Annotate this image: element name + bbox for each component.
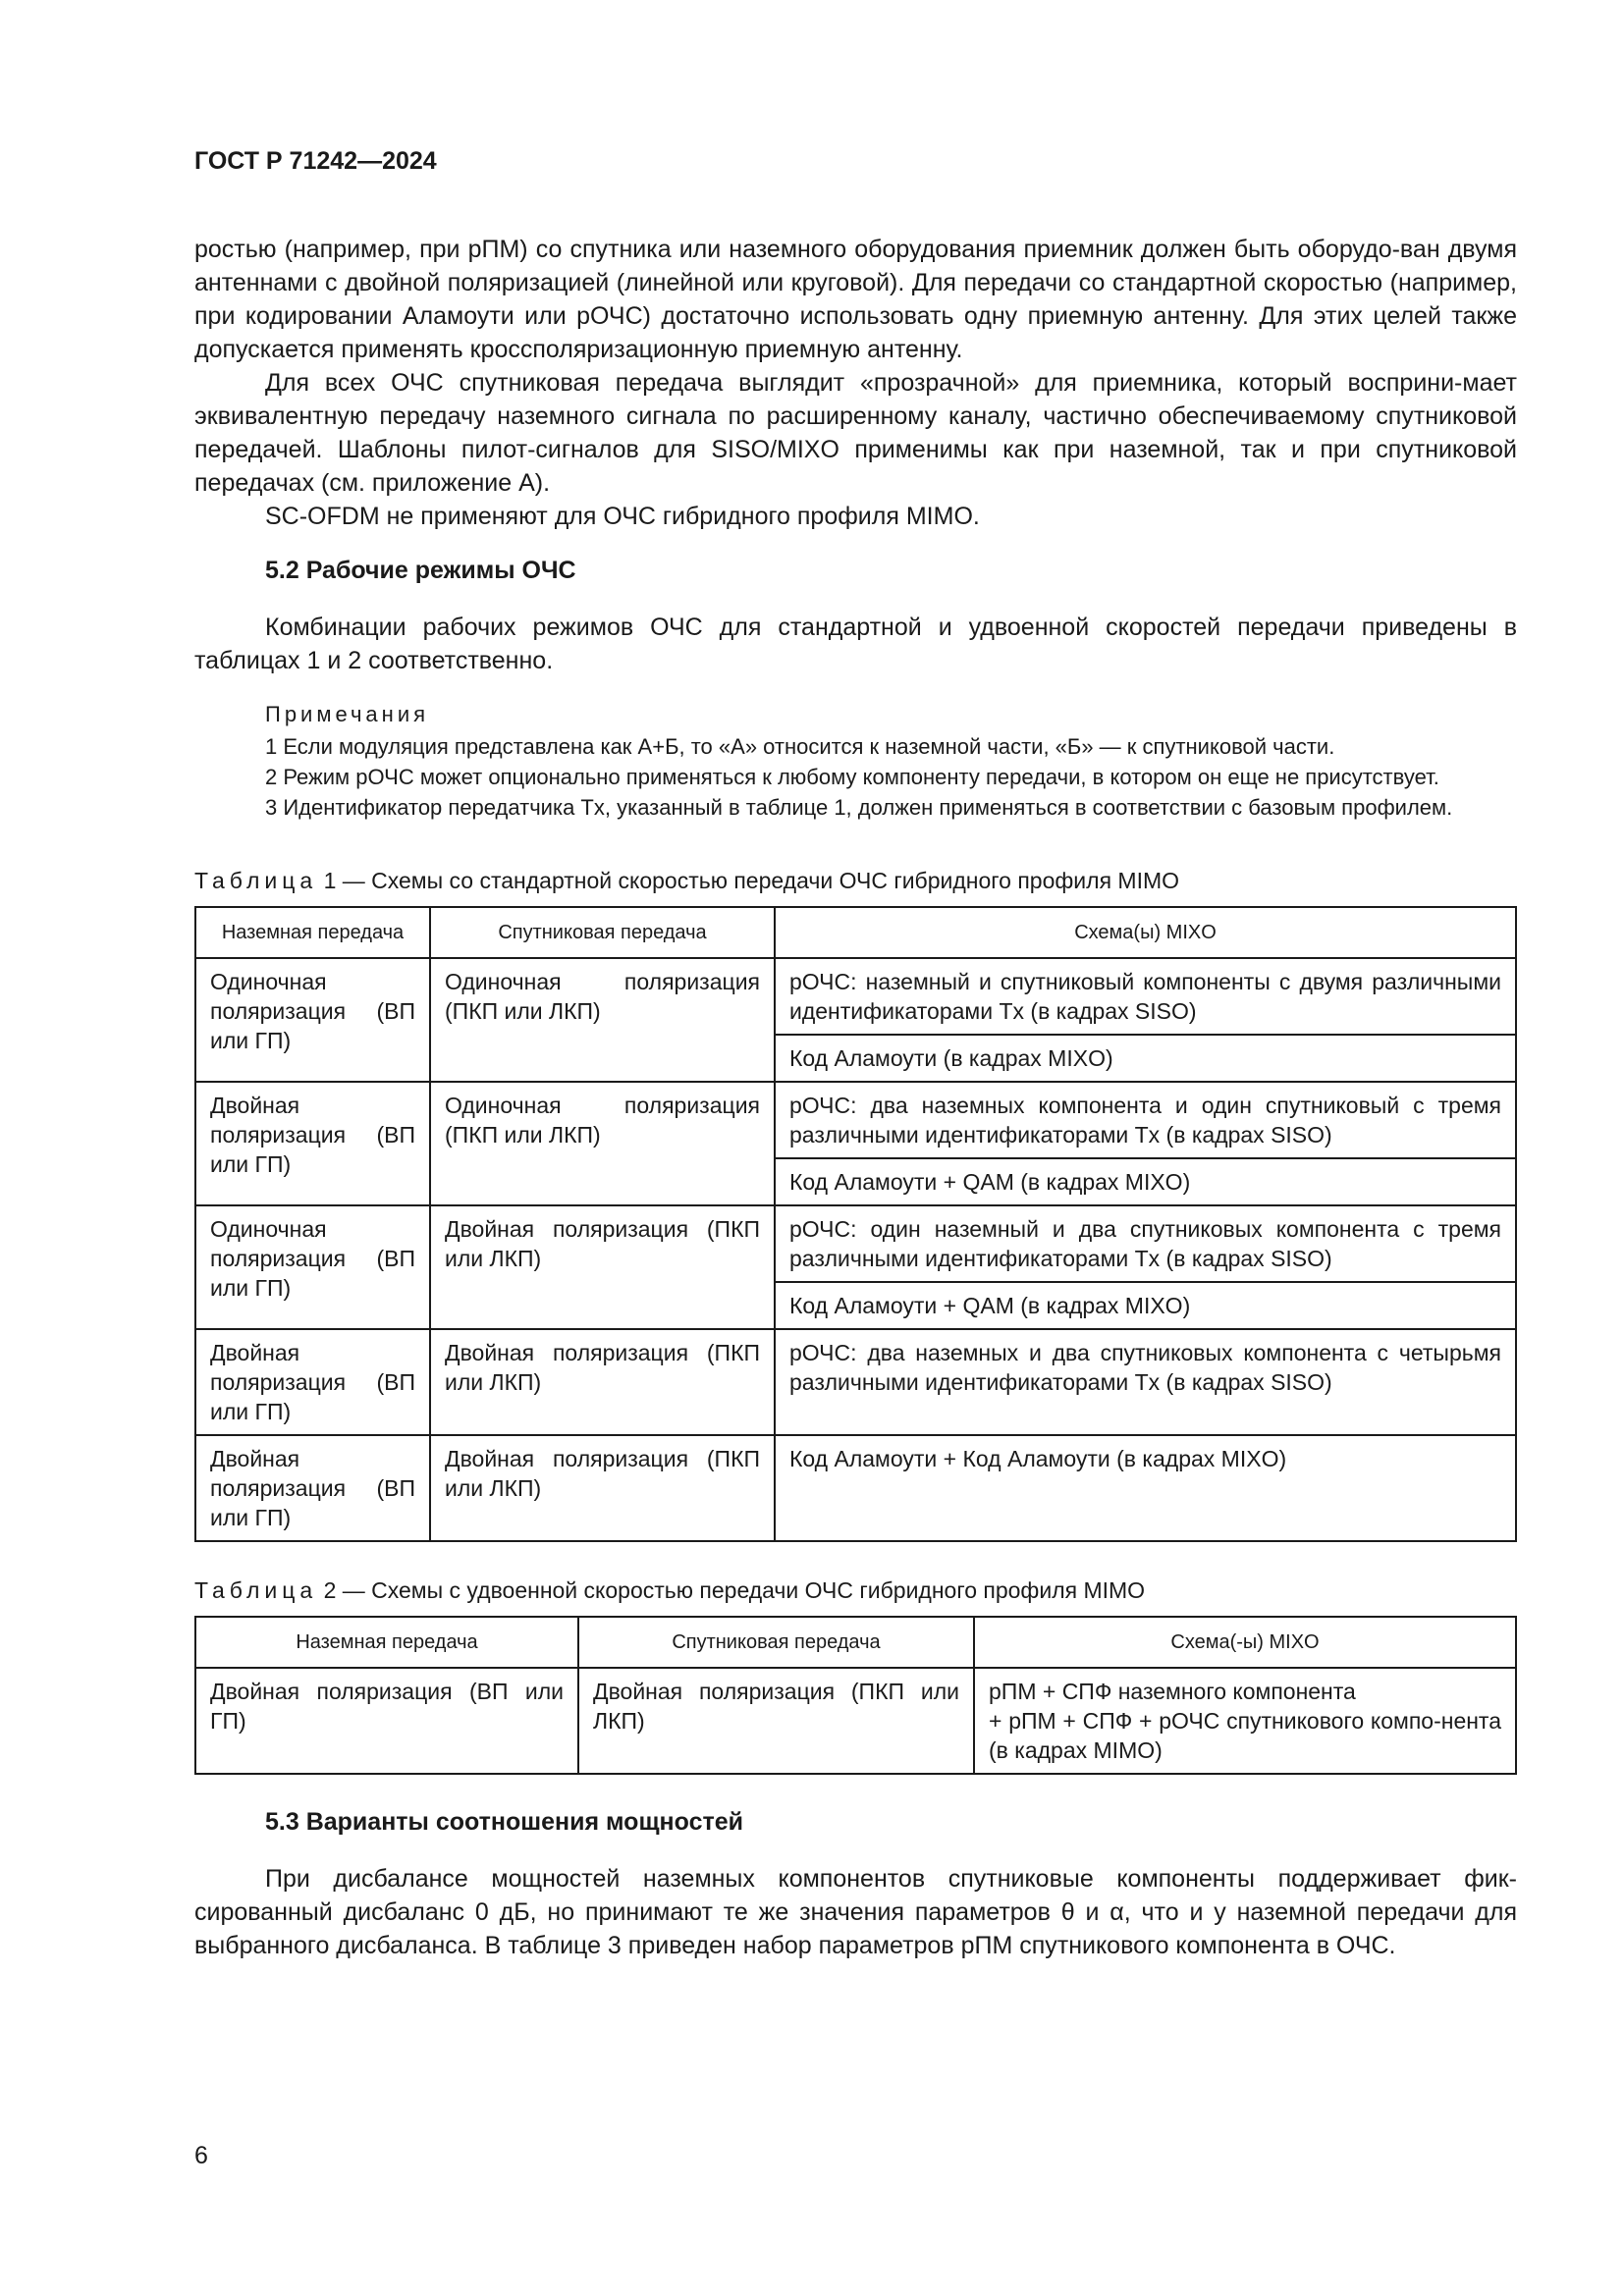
- section-title: 5.3 Варианты соотношения мощностей: [265, 1808, 744, 1836]
- table-cell: Код Аламоути + QAM (в кадрах MIXO): [775, 1158, 1516, 1205]
- table-caption: Таблица 1 — Схемы со стандартной скоростью передачи ОЧС гибридного профиля MIMO: [194, 868, 1180, 893]
- table-header: Схема(-ы) MIXO: [974, 1617, 1516, 1668]
- table-cell: Двойная поляризация (ВП или ГП): [195, 1668, 578, 1774]
- notes-block: [194, 699, 1517, 823]
- table-cell: Двойная поляризация (ПКП или ЛКП): [578, 1668, 974, 1774]
- table-cell: рОЧС: наземный и спутниковый компоненты с двумя различными идентификаторами Tx (в кадрах SISO): [775, 958, 1516, 1035]
- table-cell: Двойная поляризация (ВП или ГП): [195, 1082, 430, 1205]
- document-header: ГОСТ Р 71242—2024: [194, 147, 437, 175]
- paragraph: Комбинации рабочих режимов ОЧС для стандартной и удвоенной скоростей передачи приведены в таблицах 1 и 2 соответственно.: [194, 614, 1517, 674]
- note-item: 2 Режим рОЧС может опционально применяться к любому компоненту передачи, в котором он еще не присутствует.: [265, 765, 1439, 789]
- table-header: Наземная передача: [195, 1617, 578, 1668]
- table-cell: Одиночная поляризация (ВП или ГП): [195, 958, 430, 1082]
- table-row: [195, 1082, 1516, 1158]
- table-row: [195, 958, 1516, 1035]
- table-cell: Код Аламоути + Код Аламоути (в кадрах MIXO): [775, 1435, 1516, 1541]
- section-title: 5.2 Рабочие режимы ОЧС: [265, 557, 576, 584]
- table-cell: Код Аламоути + QAM (в кадрах MIXO): [775, 1282, 1516, 1329]
- table-header-row: [195, 907, 1516, 958]
- paragraph: SC-OFDM не применяют для ОЧС гибридного профиля MIMO.: [265, 503, 980, 530]
- table-caption: Таблица 2 — Схемы с удвоенной скоростью передачи ОЧС гибридного профиля MIMO: [194, 1577, 1146, 1603]
- paragraph: При дисбалансе мощностей наземных компонентов спутниковые компоненты поддерживает фик-сированный дисбаланс 0 дБ, но принимают те же значения параметров θ и α, что и у наземной передачи для выбранного дисбаланса. В таблице 3 приведен набор параметров рПМ спутникового компонента в ОЧС.: [194, 1865, 1517, 1959]
- table-cell: рОЧС: два наземных и два спутниковых компонента с четырьмя различными идентификаторами Tx (в кадрах SISO): [775, 1329, 1516, 1435]
- scheme-line: рПМ + СПФ наземного компонента: [989, 1679, 1356, 1704]
- table-cell: Одиночная поляризация (ПКП или ЛКП): [430, 1082, 775, 1205]
- paragraph: ростью (например, при рПМ) со спутника или наземного оборудования приемник должен быть оборудо-ван двумя антеннами с двойной поляризацией (линейной или круговой). Для передачи со стандартной скоростью (например, при кодировании Аламоути или рОЧС) достаточно использовать одну приемную антенну. Для этих целей также допускается применять кроссполяризационную приемную антенну.: [194, 236, 1517, 363]
- table-header: Спутниковая передача: [578, 1617, 974, 1668]
- note-item: 1 Если модуляция представлена как А+Б, то «А» относится к наземной части, «Б» — к спутниковой части.: [265, 734, 1335, 759]
- notes-heading: Примечания: [265, 702, 430, 726]
- table-cell: Двойная поляризация (ВП или ГП): [195, 1329, 430, 1435]
- table-1: [194, 906, 1517, 1542]
- table-cell: Двойная поляризация (ПКП или ЛКП): [430, 1329, 775, 1435]
- table-cell: [974, 1668, 1516, 1774]
- table-row: [195, 1435, 1516, 1541]
- table-cell: Двойная поляризация (ВП или ГП): [195, 1435, 430, 1541]
- scheme-line: + рПМ + СПФ + рОЧС спутникового компо-нента (в кадрах MIMO): [989, 1708, 1501, 1763]
- table-header: Спутниковая передача: [430, 907, 775, 958]
- table-header: Наземная передача: [195, 907, 430, 958]
- page-number: 6: [194, 2142, 208, 2169]
- table-cell: Двойная поляризация (ПКП или ЛКП): [430, 1435, 775, 1541]
- table-cell: рОЧС: два наземных компонента и один спутниковый с тремя различными идентификаторами Tx (в кадрах SISO): [775, 1082, 1516, 1158]
- table-2: [194, 1616, 1517, 1775]
- table-cell: рОЧС: один наземный и два спутниковых компонента с тремя различными идентификаторами Tx (в кадрах SISO): [775, 1205, 1516, 1282]
- table-cell: Код Аламоути (в кадрах MIXO): [775, 1035, 1516, 1082]
- table-cell: Одиночная поляризация (ПКП или ЛКП): [430, 958, 775, 1082]
- table-header-row: [195, 1617, 1516, 1668]
- paragraph: Для всех ОЧС спутниковая передача выглядит «прозрачной» для приемника, который восприни-мает эквивалентную передачу наземного сигнала по расширенному каналу, частично обеспечиваемому спутниковой передачей. Шаблоны пилот-сигналов для SISO/MIXO применимы как при наземной, так и при спутниковой передачах (см. приложение А).: [194, 369, 1517, 497]
- document-page: [194, 147, 1517, 1962]
- table-header: Схема(ы) MIXO: [775, 907, 1516, 958]
- table-row: [195, 1205, 1516, 1282]
- table-row: [195, 1668, 1516, 1774]
- table-cell: Одиночная поляризация (ВП или ГП): [195, 1205, 430, 1329]
- table-cell: Двойная поляризация (ПКП или ЛКП): [430, 1205, 775, 1329]
- note-item: 3 Идентификатор передатчика Tx, указанный в таблице 1, должен применяться в соответствии с базовым профилем.: [265, 795, 1453, 820]
- table-row: [195, 1329, 1516, 1435]
